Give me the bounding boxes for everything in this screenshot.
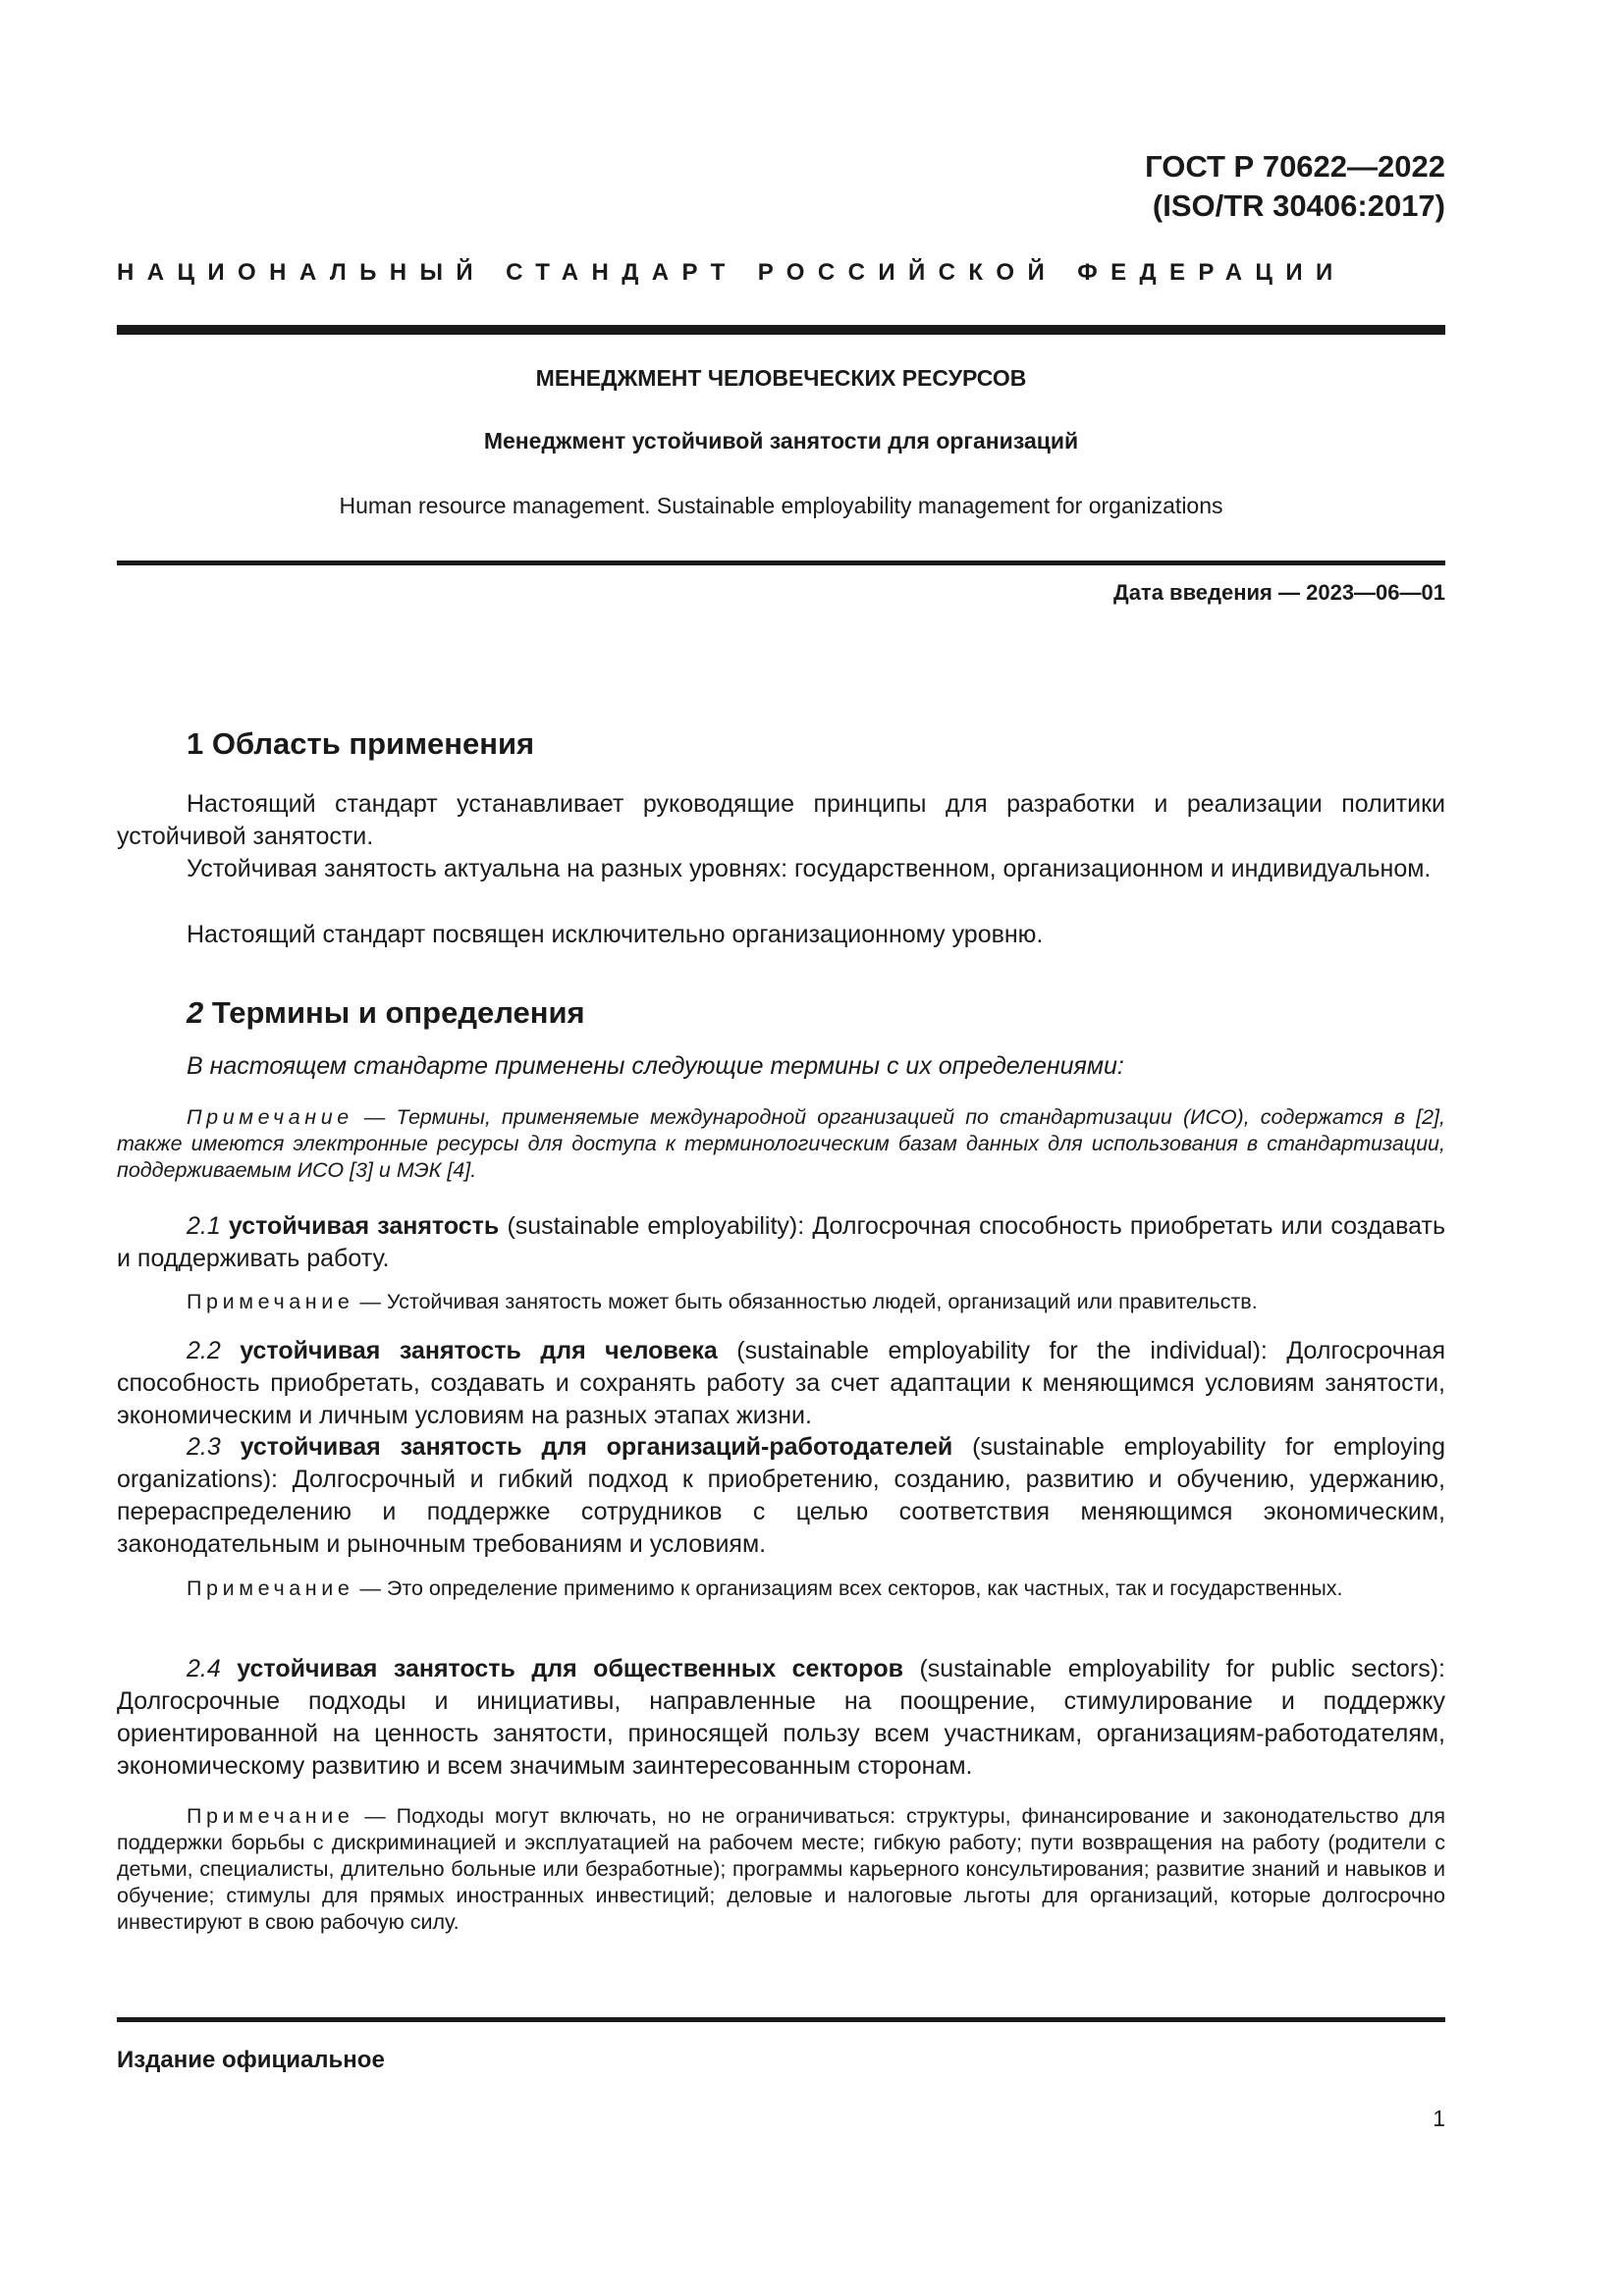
note-2-1 — [117, 1289, 1445, 1315]
section-1-paragraph-2: Устойчивая занятость актуальна на разных уровнях: государственном, организационном и индивидуальном. — [187, 855, 1432, 882]
header-divider — [117, 325, 1445, 335]
terms-intro: В настоящем стандарте применены следующие термины с их определениями: — [187, 1052, 1124, 1080]
term-number: 2.3 — [187, 1433, 221, 1461]
term-definition: (sustainable employability): Долгосрочная способность приобретать или создавать и поддерживать работу. — [117, 1212, 1445, 1272]
official-edition-label: Издание официальное — [117, 2047, 385, 2073]
term-name: устойчивая занятость для общественных секторов — [237, 1655, 903, 1682]
term-2-1 — [117, 1210, 1445, 1275]
term-name: устойчивая занятость — [228, 1212, 500, 1240]
term-name: устойчивая занятость для организаций-работодателей — [240, 1433, 953, 1461]
term-definition: (sustainable employability for public sectors): Долгосрочные подходы и инициативы, направленные на поощрение, стимулирование и поддержку ориентированной на ценность занятости, приносящей пользу всем участникам, организациям-работодателям, экономическому развитию и всем значимым заинтересованным сторонам. — [117, 1655, 1445, 1780]
iso-reference: (ISO/TR 30406:2017) — [1152, 188, 1445, 223]
section-1-heading: 1 Область применения — [187, 726, 535, 761]
document-number: ГОСТ Р 70622—2022 — [1145, 149, 1445, 184]
term-definition: (sustainable employability for the individual): Долгосрочная способность приобретать, создавать и сохранять работу за счет адаптации к меняющимся условиям занятости, экономическим и личным условиям на разных этапах жизни. — [117, 1337, 1445, 1429]
title-divider — [117, 561, 1445, 565]
introduction-date: Дата введения — 2023—06—01 — [1113, 580, 1445, 605]
note-2-4 — [117, 1803, 1445, 1936]
term-number: 2.1 — [187, 1212, 221, 1240]
section-1-paragraph-3: Настоящий стандарт посвящен исключительно организационному уровню. — [187, 921, 1044, 948]
section-1-paragraph-1: Настоящий стандарт устанавливает руководящие принципы для разработки и реализации политики устойчивой занятости. — [117, 790, 1445, 850]
title-sub: Менеджмент устойчивой занятости для организаций — [483, 428, 1079, 454]
section-2-heading — [187, 995, 585, 1031]
section-2-title: Термины и определения — [203, 995, 585, 1030]
document-number-block — [1145, 147, 1445, 226]
note-label: Примечание — [187, 1804, 354, 1828]
term-2-2 — [117, 1335, 1445, 1432]
term-name: устойчивая занятость для человека — [240, 1337, 718, 1364]
note-text: — Термины, применяемые международной организацией по стандартизации (ИСО), содержатся в [2], также имеются электронные ресурсы для доступа к терминологическим базам данных для использования в стандартизации, поддерживаемым ИСО [3] и МЭК [4]. — [117, 1105, 1445, 1182]
term-2-3 — [117, 1431, 1445, 1561]
page-number: 1 — [1433, 2106, 1445, 2131]
note-text: — Устойчивая занятость может быть обязанностью людей, организаций или правительств. — [353, 1290, 1258, 1313]
note-label: Примечание — [187, 1576, 354, 1600]
note-label: Примечание — [187, 1105, 353, 1129]
note-terms-sources — [117, 1104, 1445, 1184]
footer-divider — [117, 2017, 1445, 2022]
section-2-number: 2 — [187, 995, 204, 1030]
national-standard-banner: НАЦИОНАЛЬНЫЙ СТАНДАРТ РОССИЙСКОЙ ФЕДЕРАЦИИ — [117, 259, 1346, 286]
title-main: МЕНЕДЖМЕНТ ЧЕЛОВЕЧЕСКИХ РЕСУРСОВ — [535, 365, 1027, 391]
term-number: 2.2 — [187, 1337, 221, 1364]
term-number: 2.4 — [187, 1655, 221, 1682]
term-2-4 — [117, 1653, 1445, 1783]
title-english: Human resource management. Sustainable employability management for organizations — [339, 493, 1223, 518]
term-definition: (sustainable employability for employing organizations): Долгосрочный и гибкий подход к приобретению, созданию, развитию и обучению, удержанию, перераспределению и поддержке сотрудников с целью соответствия меняющимся экономическим, законодательным и рыночным требованиям и условиям. — [117, 1433, 1445, 1558]
note-2-3 — [117, 1575, 1445, 1602]
note-label: Примечание — [187, 1290, 354, 1313]
note-text: — Это определение применимо к организациям всех секторов, как частных, так и государственных. — [353, 1576, 1343, 1600]
note-text: — Подходы могут включать, но не ограничиваться: структуры, финансирование и законодательство для поддержки борьбы с дискриминацией и эксплуатацией на рабочем месте; гибкую работу; пути возвращения на работу (родители с детьми, специалисты, длительно больные или безработные); программы карьерного консультирования; развитие знаний и навыков и обучение; стимулы для прямых иностранных инвестиций; деловые и налоговые льготы для организаций, которые долгосрочно инвестируют в свою рабочую силу. — [117, 1804, 1445, 1934]
